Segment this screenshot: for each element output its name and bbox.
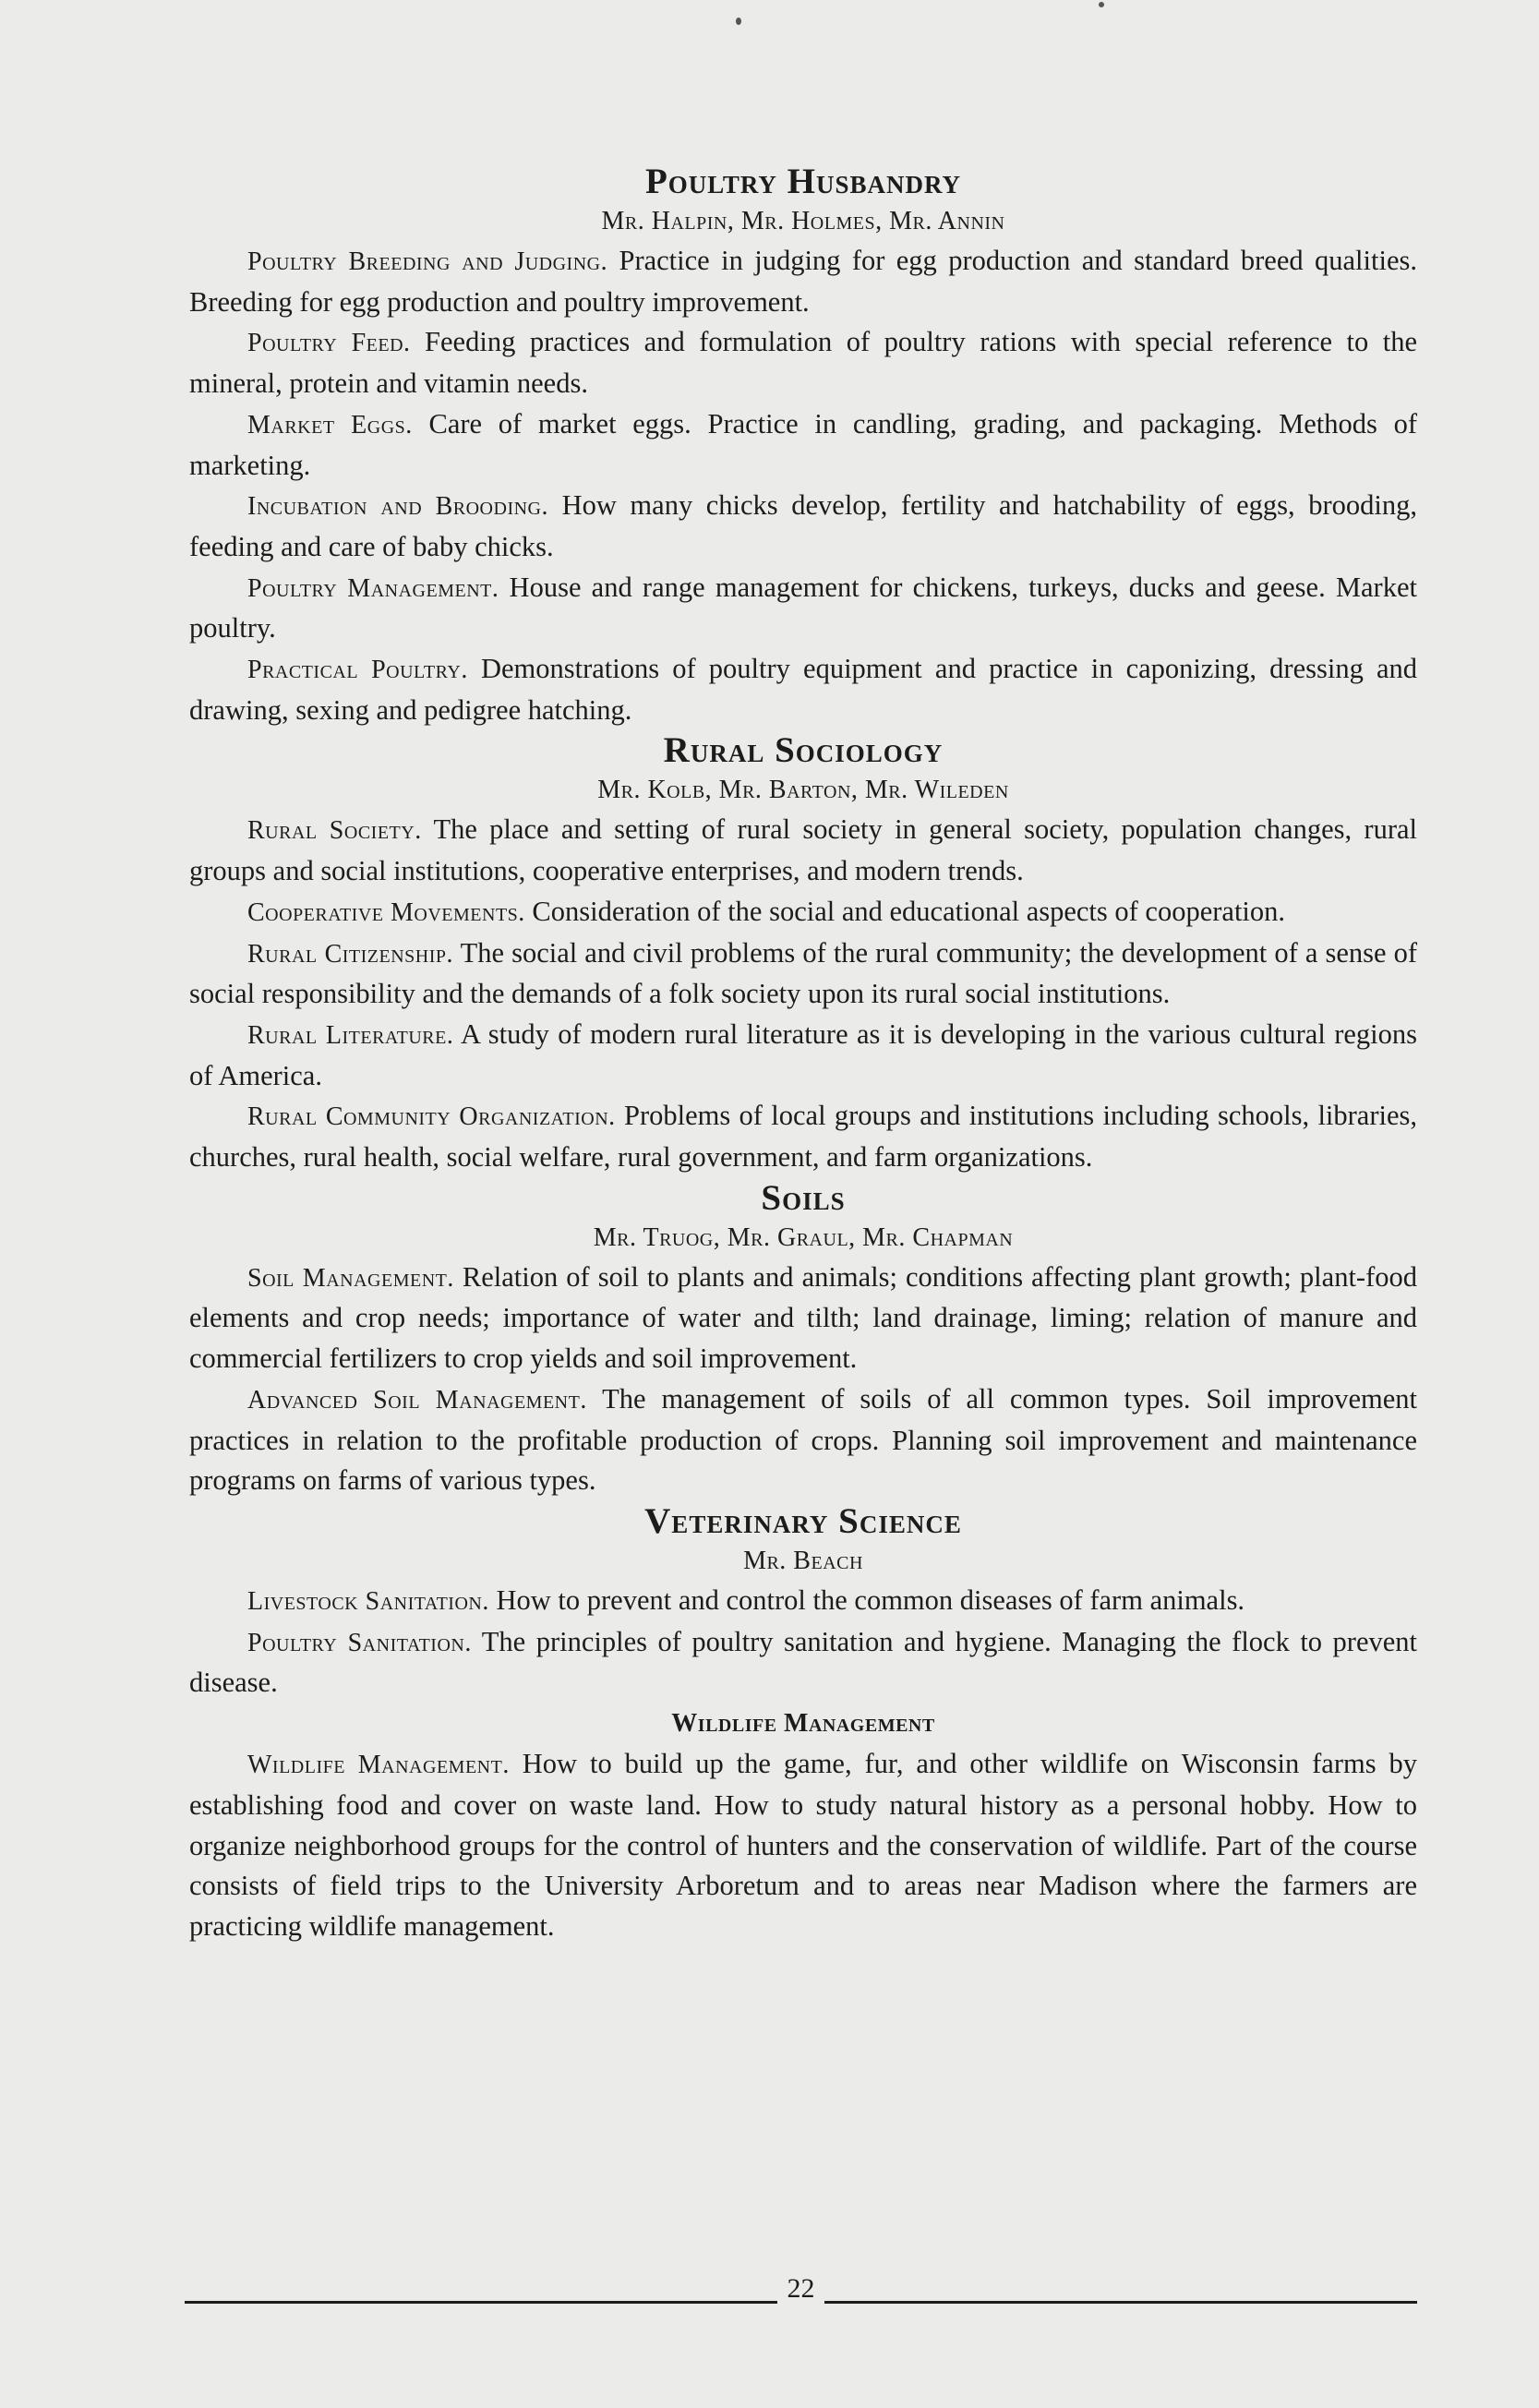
course-entry bbox=[189, 486, 1417, 567]
course-term: Practical Poultry. bbox=[247, 656, 468, 685]
course-description: How to prevent and control the common diseases of farm animals. bbox=[488, 1583, 1245, 1616]
course-term: Rural Society. bbox=[247, 816, 422, 846]
course-entry bbox=[189, 1379, 1417, 1501]
section-staff: Mr. Beach bbox=[743, 1546, 863, 1575]
course-term: Poultry Sanitation. bbox=[247, 1628, 472, 1657]
course-entry bbox=[189, 241, 1417, 322]
page-number: 22 bbox=[787, 2273, 815, 2304]
footer-rule-left bbox=[185, 2301, 777, 2304]
subsection-title: Wildlife Management bbox=[671, 1709, 935, 1739]
course-entry bbox=[189, 649, 1417, 730]
course-description: Feeding practices and formulation of poultry rations with special reference to the mineral, protein and vitamin needs. bbox=[189, 326, 1417, 400]
course-description: The social and civil problems of the rural community; the development of a sense of social responsibility and the demands of a folk society upon its rural social institutions. bbox=[189, 936, 1418, 1010]
course-entry bbox=[189, 322, 1417, 403]
course-entry bbox=[189, 1581, 1417, 1622]
course-description: House and range management for chickens, turkeys, ducks and geese. Market poultry. bbox=[189, 571, 1417, 644]
course-term: Market Eggs. bbox=[247, 410, 413, 439]
course-entry bbox=[189, 1744, 1417, 1947]
course-term: Poultry Management. bbox=[247, 573, 499, 603]
scan-speck bbox=[1099, 2, 1104, 7]
course-description: How to build up the game, fur, and other wildlife on Wisconsin farms by establishing food and cover on waste land. How to study natural history as a personal hobby. How to organize neighborhood groups for the control of hunters and the conservation of wildlife. Part of the course consists of field trips to the University Arboretum and to areas near Madison where the farmers are practicing wildlife management. bbox=[189, 1748, 1417, 1942]
section-staff: Mr. Kolb, Mr. Barton, Mr. Wileden bbox=[597, 776, 1009, 805]
page-content bbox=[189, 162, 1417, 1947]
section-title: Rural Sociology bbox=[663, 730, 944, 771]
course-term: Poultry Breeding and Judging. bbox=[247, 247, 608, 276]
course-description: Consideration of the social and educational aspects of cooperation. bbox=[524, 895, 1286, 927]
course-description: The place and setting of rural society in general society, population changes, rural groups and social institutions, cooperative enterprises, and modern trends. bbox=[189, 813, 1417, 887]
course-term: Rural Community Organization. bbox=[247, 1102, 616, 1132]
course-entry bbox=[189, 892, 1417, 933]
course-term: Rural Literature. bbox=[247, 1020, 454, 1050]
footer-rule-right bbox=[824, 2301, 1417, 2304]
scan-speck bbox=[736, 18, 741, 25]
course-entry bbox=[189, 810, 1417, 891]
course-entry bbox=[189, 1096, 1417, 1177]
course-entry bbox=[189, 568, 1417, 649]
page-footer bbox=[185, 2273, 1417, 2316]
course-term: Soil Management. bbox=[247, 1263, 454, 1293]
course-description: The principles of poultry sanitation and hygiene. Managing the flock to prevent disease. bbox=[189, 1625, 1417, 1699]
course-description: A study of modern rural literature as it is developing in the various cultural regions of America. bbox=[189, 1017, 1417, 1091]
course-description: How many chicks develop, fertility and hatchability of eggs, brooding, feeding and care of baby chicks. bbox=[189, 489, 1418, 562]
course-description: Practice in judging for egg production and standard breed qualities. Breeding for egg production and poultry improvement. bbox=[189, 245, 1417, 318]
section-title: Veterinary Science bbox=[644, 1500, 962, 1541]
course-entry bbox=[189, 1258, 1417, 1379]
course-description: Problems of local groups and institutions including schools, libraries, churches, rural health, social welfare, rural government, and farm organizations. bbox=[189, 1100, 1417, 1174]
course-description: Demonstrations of poultry equipment and practice in caponizing, dressing and drawing, sexing and pedigree hatching. bbox=[189, 653, 1417, 726]
course-entry bbox=[189, 1015, 1417, 1096]
section-staff: Mr. Halpin, Mr. Holmes, Mr. Annin bbox=[601, 207, 1005, 235]
course-description: Care of market eggs. Practice in candling, grading, and packaging. Methods of marketing. bbox=[189, 407, 1418, 481]
course-term: Cooperative Movements. bbox=[247, 897, 525, 927]
course-entry bbox=[189, 404, 1417, 486]
course-term: Incubation and Brooding. bbox=[247, 492, 548, 522]
course-description: The management of soils of all common types. Soil improvement practices in relation to the profitable production of crops. Planning soil improvement and maintenance programs on farms of various types. bbox=[189, 1382, 1418, 1497]
section-title: Poultry Husbandry bbox=[644, 162, 962, 201]
course-term: Livestock Sanitation. bbox=[247, 1586, 489, 1616]
course-description: Relation of soil to plants and animals; conditions affecting plant growth; plant-food elements and crop needs; importance of water and tilth; land drainage, liming; relation of manure and commercial fertilizers to crop yields and soil improvement. bbox=[189, 1260, 1417, 1375]
course-entry bbox=[189, 933, 1417, 1015]
course-term: Advanced Soil Management. bbox=[247, 1385, 587, 1415]
course-term: Rural Citizenship. bbox=[247, 939, 454, 969]
section-staff: Mr. Truog, Mr. Graul, Mr. Chapman bbox=[593, 1222, 1014, 1252]
course-term: Poultry Feed. bbox=[247, 329, 411, 358]
course-term: Wildlife Management. bbox=[247, 1751, 510, 1780]
course-entry bbox=[189, 1622, 1417, 1704]
section-title: Soils bbox=[761, 1177, 846, 1218]
